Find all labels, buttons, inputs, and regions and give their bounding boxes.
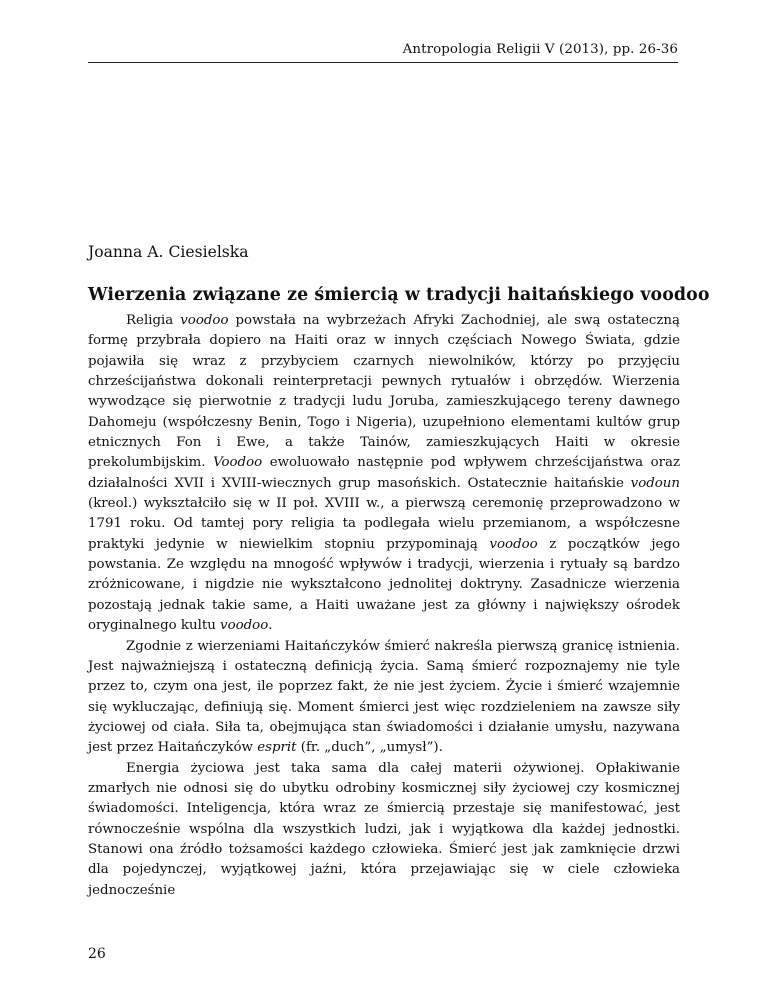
page-number: 26 xyxy=(88,946,106,962)
article-title: Wierzenia związane ze śmiercią w tradycji haitańskiego voodoo xyxy=(88,285,710,305)
article-body xyxy=(88,311,680,901)
running-head: Antropologia Religii V (2013), pp. 26-36 xyxy=(88,42,678,63)
paragraph-1: Religia voodoo powstała na wybrzeżach Afryki Zachodniej, ale swą ostateczną formę przybrała dopiero na Haiti oraz w innych częściach Nowego Świata, gdzie pojawiła się wraz z przybyciem czarnych niewolników, którzy po przyjęciu chrześcijaństwa dokonali reinterpretacji pewnych rytuałów i obrzędów. Wierzenia wywodzące się pierwotnie z tradycji ludu Joruba, zamieszkującego tereny dawnego Dahomeju (współczesny Benin, Togo i Nigeria), uzupełniono elementami kultów grup etnicznych Fon i Ewe, a także Tainów, zamieszkujących Haiti w okresie prekolumbijskim. Voodoo ewoluowało następnie pod wpływem chrześcijaństwa oraz działalności XVII i XVIII-wiecznych grup masońskich. Ostatecznie haitańskie vodoun (kreol.) wykształciło się w II poł. XVIII w., a pierwszą ceremonię przeprowadzono w 1791 roku. Od tamtej pory religia ta podlegała wielu przemianom, a współczesne praktyki jedynie w niewielkim stopniu przypominają voodoo z początków jego powstania. Ze względu na mnogość wpływów i tradycji, wierzenia i rytuały są bardzo zróżnicowane, i nigdzie nie wykształcono jednolitej doktryny. Zasadnicze wierzenia pozostają jednak takie same, a Haiti uważane jest za główny i największy ośrodek oryginalnego kultu voodoo. xyxy=(88,313,680,634)
paragraph-3: Energia życiowa jest taka sama dla całej materii ożywionej. Opłakiwanie zmarłych nie odnosi się do ubytku odrobiny kosmicznej siły życiowej czy kosmicznej świadomości. Inteligencja, która wraz ze śmiercią przestaje się manifestować, jest równocześnie wspólna dla wszystkich ludzi, jak i wyjątkowa dla każdej jednostki. Stanowi ona źródło tożsamości każdego człowieka. Śmierć jest jak zamknięcie drzwi dla pojedynczej, wyjątkowej jaźni, która przejawiając się w ciele człowieka jednocześnie xyxy=(88,760,680,898)
author-name: Joanna A. Ciesielska xyxy=(88,243,249,261)
paragraph-2: Zgodnie z wierzeniami Haitańczyków śmierć nakreśla pierwszą granicę istnienia. Jest najważniejszą i ostateczną definicją życia. Samą śmierć rozpoznajemy nie tyle przez to, czym ona jest, ile poprzez fakt, że nie jest życiem. Życie i śmierć wzajemnie się wykluczając, definiują się. Moment śmierci jest więc rozdzieleniem na zawsze siły życiowej od ciała. Siła ta, obejmująca stan świadomości i działanie umysłu, nazywana jest przez Haitańczyków esprit (fr. „duch”, „umysł”). xyxy=(88,638,680,756)
